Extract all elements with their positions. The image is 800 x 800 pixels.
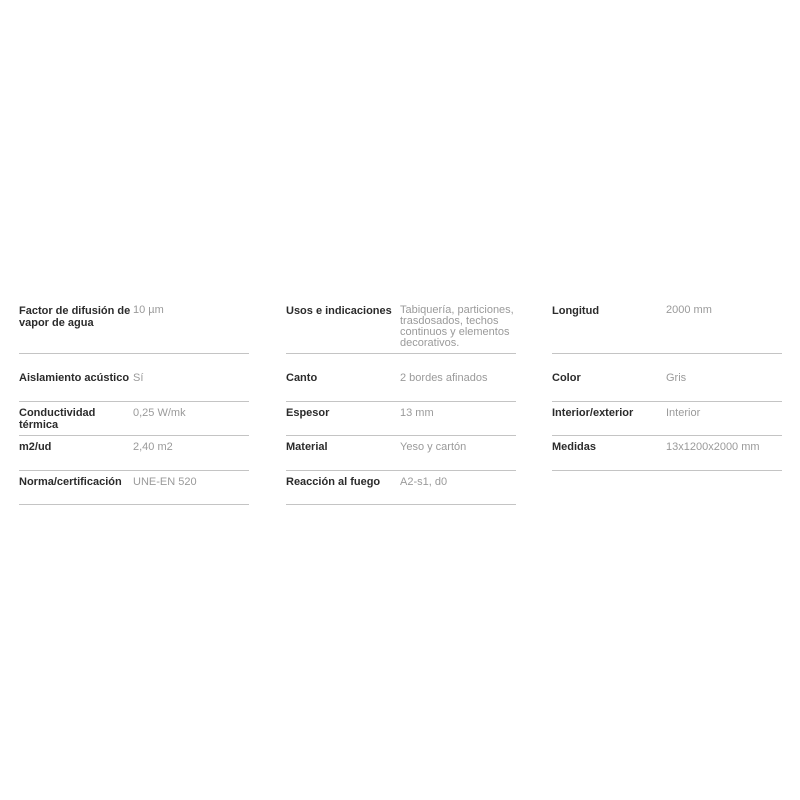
spec-row bbox=[286, 367, 516, 402]
spec-label: Interior/exterior bbox=[552, 406, 634, 419]
spec-row bbox=[552, 436, 782, 471]
spec-value: Tabiquería, particiones, trasdosados, techos continuos y elementos decorativos. bbox=[400, 304, 514, 349]
spec-label: Reacción al fuego bbox=[286, 475, 381, 488]
spec-value: 2000 mm bbox=[666, 304, 712, 316]
spec-value: A2-s1, d0 bbox=[400, 475, 448, 488]
spec-label: Usos e indicaciones bbox=[286, 305, 392, 317]
spec-label: Canto bbox=[286, 372, 318, 384]
spec-row bbox=[19, 300, 249, 354]
spec-label: Medidas bbox=[552, 441, 597, 453]
spec-row bbox=[286, 471, 516, 506]
spec-column-1 bbox=[19, 300, 249, 505]
spec-label: m2/ud bbox=[19, 441, 52, 453]
spec-label: Norma/certificación bbox=[19, 475, 122, 488]
spec-label: Aislamiento acústico bbox=[19, 372, 130, 384]
spec-row bbox=[19, 471, 249, 506]
spec-value: 2 bordes afinados bbox=[400, 372, 488, 384]
spec-label: Longitud bbox=[552, 305, 600, 317]
spec-value: 2,40 m2 bbox=[133, 441, 173, 453]
spec-value: Sí bbox=[133, 372, 144, 384]
spec-row bbox=[286, 402, 516, 437]
spec-value: 10 µm bbox=[133, 304, 164, 316]
spec-row bbox=[552, 402, 782, 437]
spec-value: 13x1200x2000 mm bbox=[666, 441, 760, 453]
spec-label: Factor de difusión de vapor de agua bbox=[19, 305, 131, 329]
spec-value: UNE-EN 520 bbox=[133, 475, 197, 488]
spec-label: Espesor bbox=[286, 406, 330, 419]
spec-row bbox=[19, 436, 249, 471]
spec-value: 0,25 W/mk bbox=[133, 406, 186, 419]
spec-row bbox=[19, 367, 249, 402]
spec-row bbox=[19, 402, 249, 437]
spec-column-3 bbox=[552, 300, 782, 471]
spec-label: Conductividad térmica bbox=[19, 406, 96, 431]
spec-value: 13 mm bbox=[400, 406, 434, 419]
spec-row bbox=[552, 367, 782, 402]
spec-label: Color bbox=[552, 372, 581, 384]
spec-label: Material bbox=[286, 441, 328, 453]
spec-row bbox=[552, 300, 782, 354]
spec-row bbox=[286, 300, 516, 354]
spec-row bbox=[286, 436, 516, 471]
spec-column-2 bbox=[286, 300, 516, 505]
spec-value: Gris bbox=[666, 372, 687, 384]
spec-value: Interior bbox=[666, 406, 701, 419]
spec-value: Yeso y cartón bbox=[400, 441, 467, 453]
